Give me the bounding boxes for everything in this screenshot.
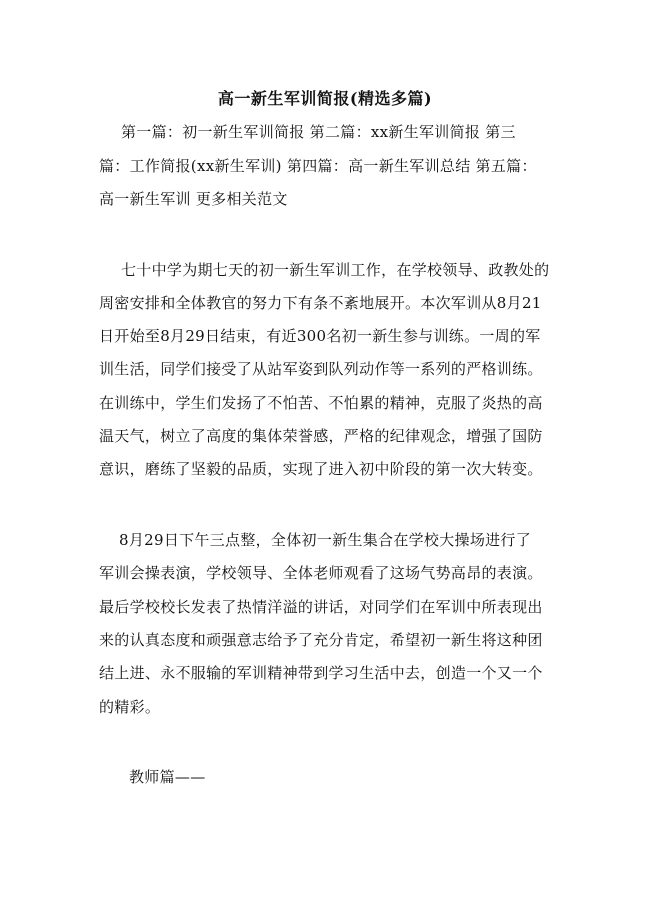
toc-line: 高一新生军训 更多相关范文 (99, 190, 288, 208)
paragraph-line: 温天气，树立了高度的集体荣誉感，严格的纪律观念，增强了国防 (99, 427, 543, 445)
paragraph-line: 七十中学为期七天的初一新生军训工作，在学校领导、政教处的 (121, 261, 550, 279)
document-title: 高一新生军训简报(精选多篇) (217, 89, 433, 108)
paragraph-line: 日开始至8月29日结束，有近300名初一新生参与训练。一周的军 (99, 327, 541, 345)
paragraph-line: 意识，磨练了坚毅的品质，实现了进入初中阶段的第一次大转变。 (99, 460, 543, 478)
paragraph-line: 8月29日下午三点整，全体初一新生集合在学校大操场进行了 (119, 531, 532, 549)
paragraph-line: 周密安排和全体教官的努力下有条不紊地展开。本次军训从8月21 (99, 294, 542, 312)
paragraph-line: 训生活，同学们接受了从站军姿到队列动作等一系列的严格训练。 (99, 360, 543, 378)
paragraph-line: 在训练中，学生们发扬了不怕苦、不怕累的精神，克服了炎热的高 (99, 394, 543, 412)
paragraph-line: 最后学校校长发表了热情洋溢的讲话，对同学们在军训中所表现出 (99, 598, 543, 616)
toc-line: 第一篇：初一新生军训简报 第二篇：xx新生军训简报 第三 (121, 123, 516, 141)
paragraph-line: 结上进、永不服输的军训精神带到学习生活中去，创造一个又一个 (99, 664, 543, 682)
paragraph-line: 的精彩。 (99, 698, 161, 716)
paragraph-line: 军训会操表演，学校领导、全体老师观看了这场气势高昂的表演。 (99, 564, 543, 582)
toc-line: 篇：工作简报(xx新生军训) 第四篇：高一新生军训总结 第五篇： (99, 157, 537, 175)
teacher-heading: 教师篇—— (129, 768, 206, 786)
paragraph-line: 来的认真态度和顽强意志给予了充分肯定，希望初一新生将这种团 (99, 631, 543, 649)
